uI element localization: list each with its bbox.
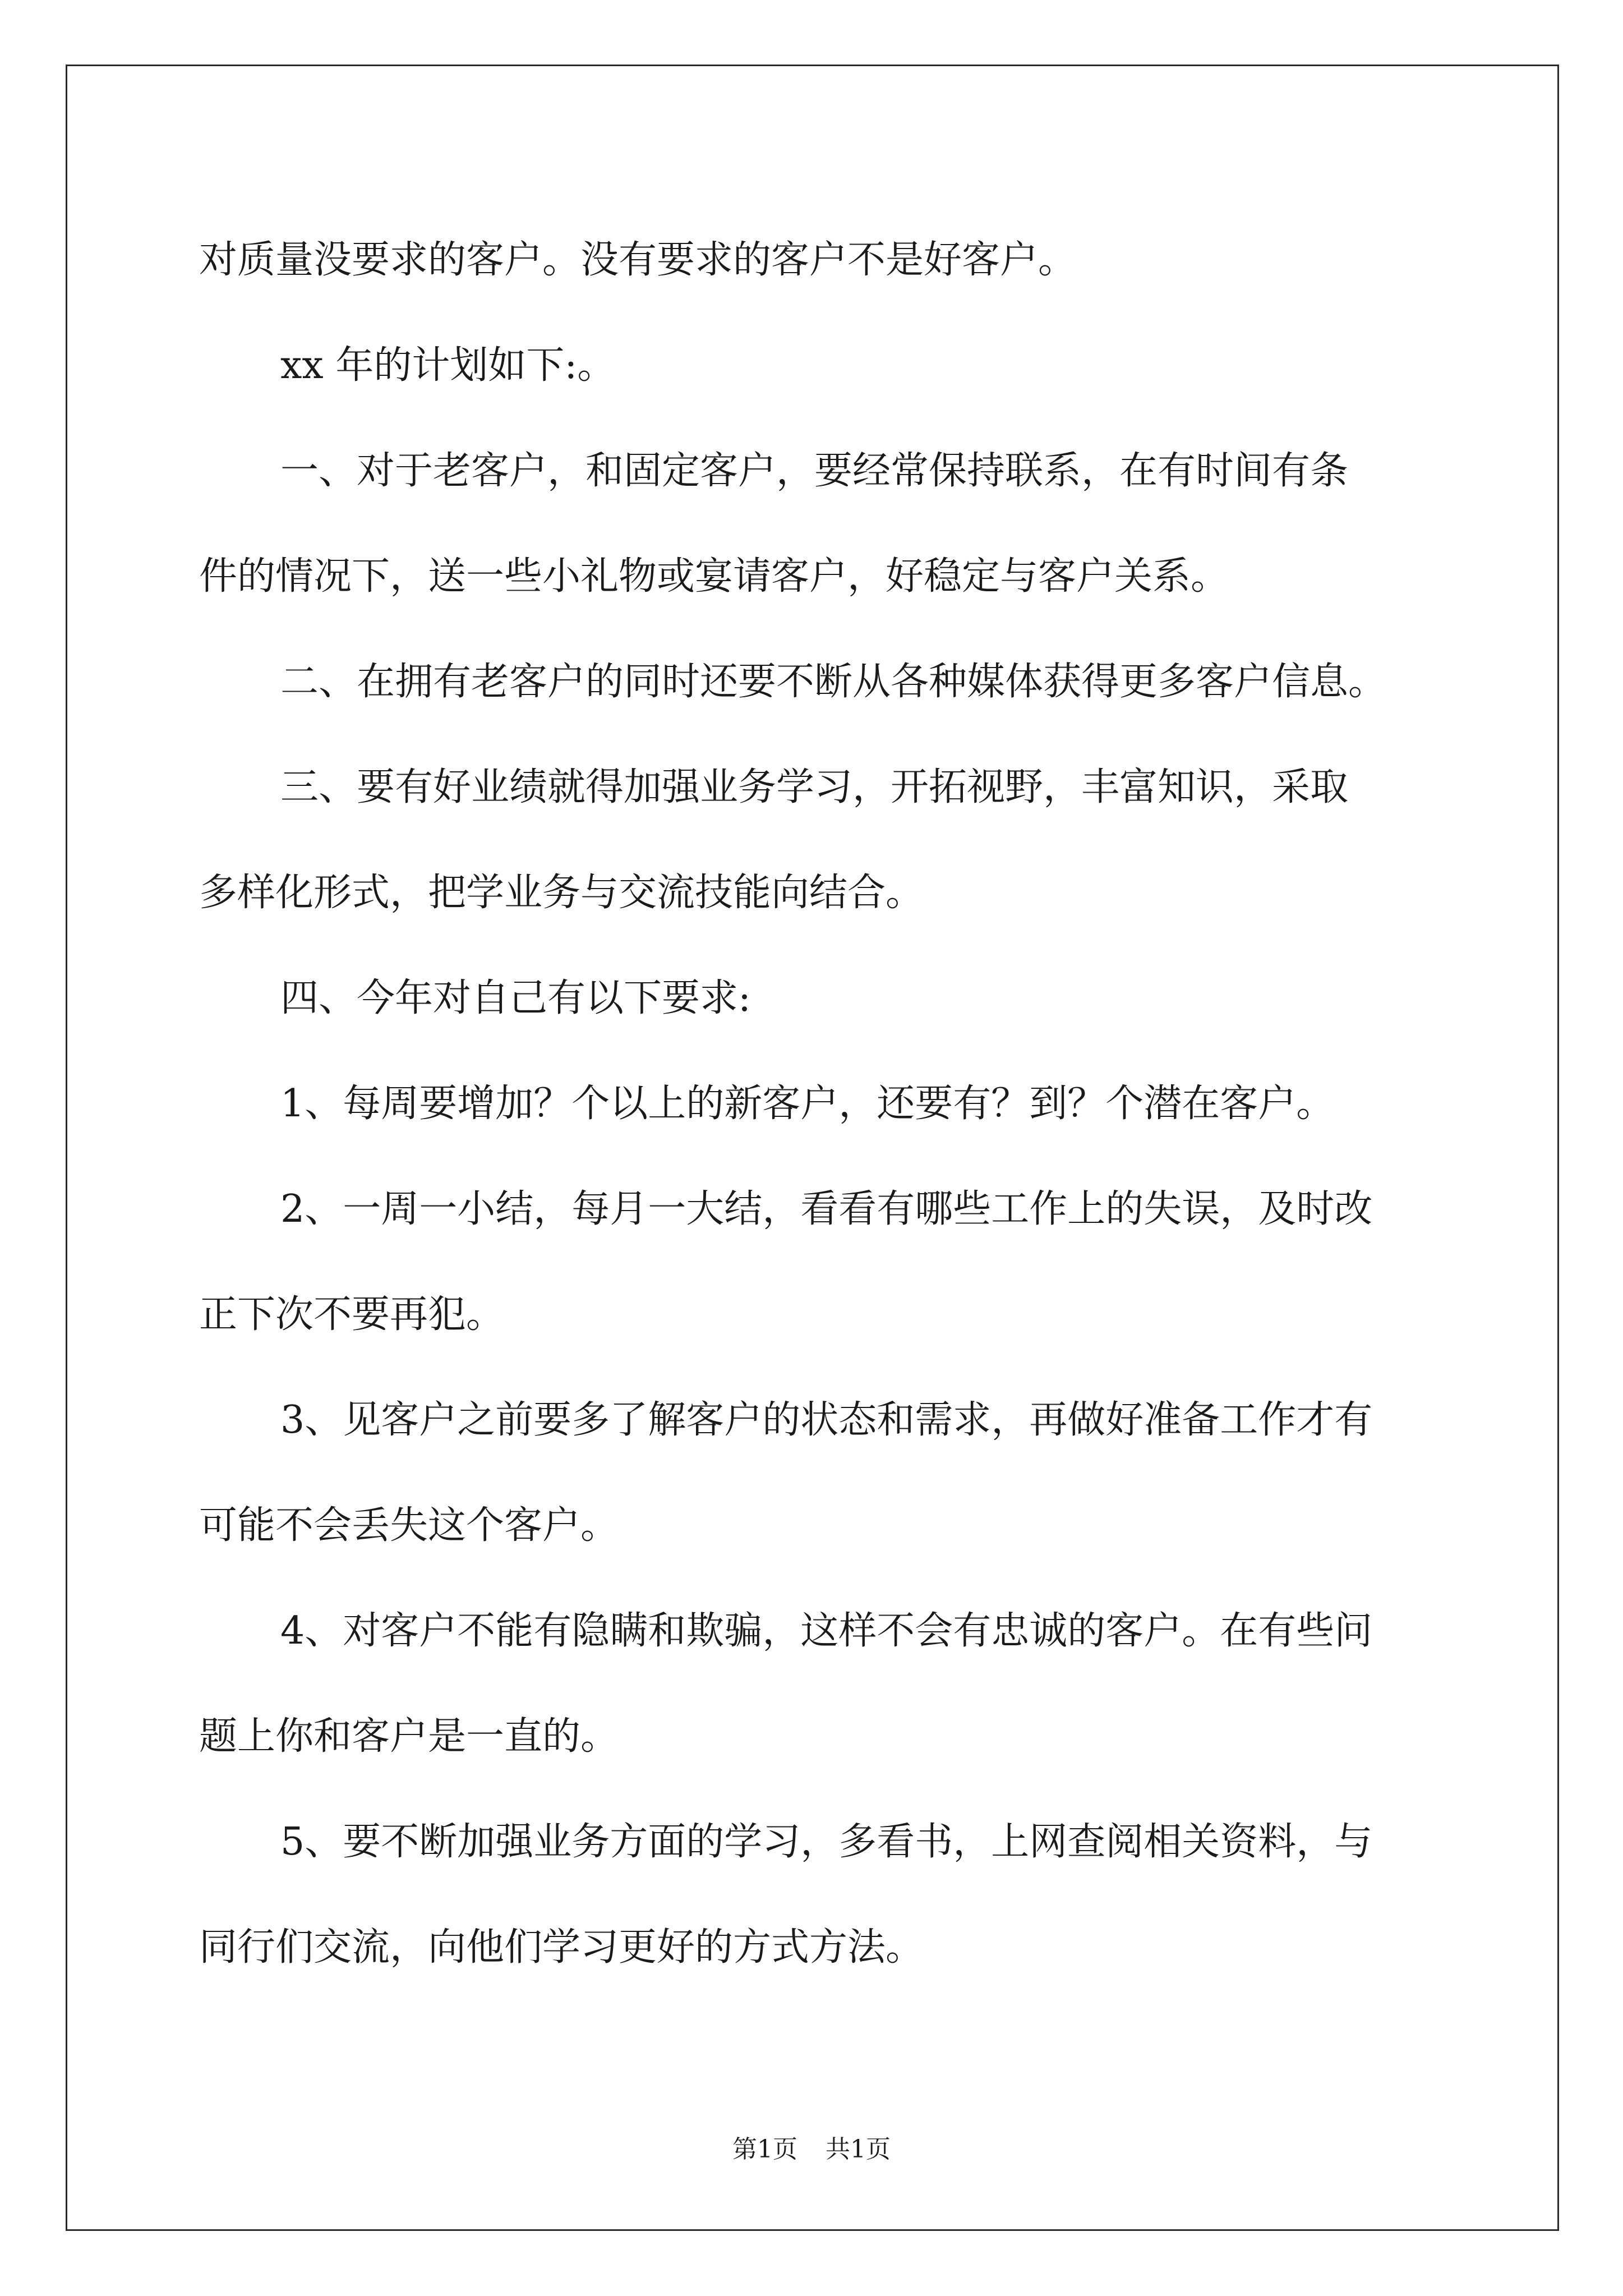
page-number: 第1页 xyxy=(732,2135,797,2164)
page-footer xyxy=(0,2129,1623,2165)
text-line: 题上你和客户是一直的。 xyxy=(199,1714,619,1759)
text-line: 正下次不要再犯。 xyxy=(199,1292,505,1337)
text-line: 三、要有好业绩就得加强业务学习，开拓视野，丰富知识，采取 xyxy=(280,765,1349,809)
text-line: 对质量没要求的客户。没有要求的客户不是好客户。 xyxy=(199,238,1077,282)
text-line: 4、对客户不能有隐瞒和欺骗，这样不会有忠诚的客户。在有些问 xyxy=(280,1609,1373,1653)
text-line: 二、在拥有老客户的同时还要不断从各种媒体获得更多客户信息。 xyxy=(280,660,1387,704)
document-body xyxy=(199,208,1450,2000)
text-line: 2、一周一小结，每月一大结，看看有哪些工作上的失误，及时改 xyxy=(280,1187,1373,1231)
text-line: 5、要不断加强业务方面的学习，多看书，上网查阅相关资料，与 xyxy=(280,1820,1373,1864)
text-line: 可能不会丢失这个客户。 xyxy=(199,1503,619,1548)
text-line: 一、对于老客户，和固定客户，要经常保持联系，在有时间有条 xyxy=(280,449,1349,493)
page-total: 共1页 xyxy=(826,2135,891,2164)
text-line: 件的情况下，送一些小礼物或宴请客户，好稳定与客户关系。 xyxy=(199,554,1229,599)
text-line: 3、见客户之前要多了解客户的状态和需求，再做好准备工作才有 xyxy=(280,1398,1373,1442)
text-line: 同行们交流，向他们学习更好的方式方法。 xyxy=(199,1925,924,1970)
text-line: xx 年的计划如下:。 xyxy=(280,343,616,388)
text-line: 多样化形式，把学业务与交流技能向结合。 xyxy=(199,871,924,915)
text-line: 1、每周要增加？个以上的新客户，还要有？到？个潜在客户。 xyxy=(280,1082,1335,1126)
text-line: 四、今年对自己有以下要求: xyxy=(280,976,751,1020)
